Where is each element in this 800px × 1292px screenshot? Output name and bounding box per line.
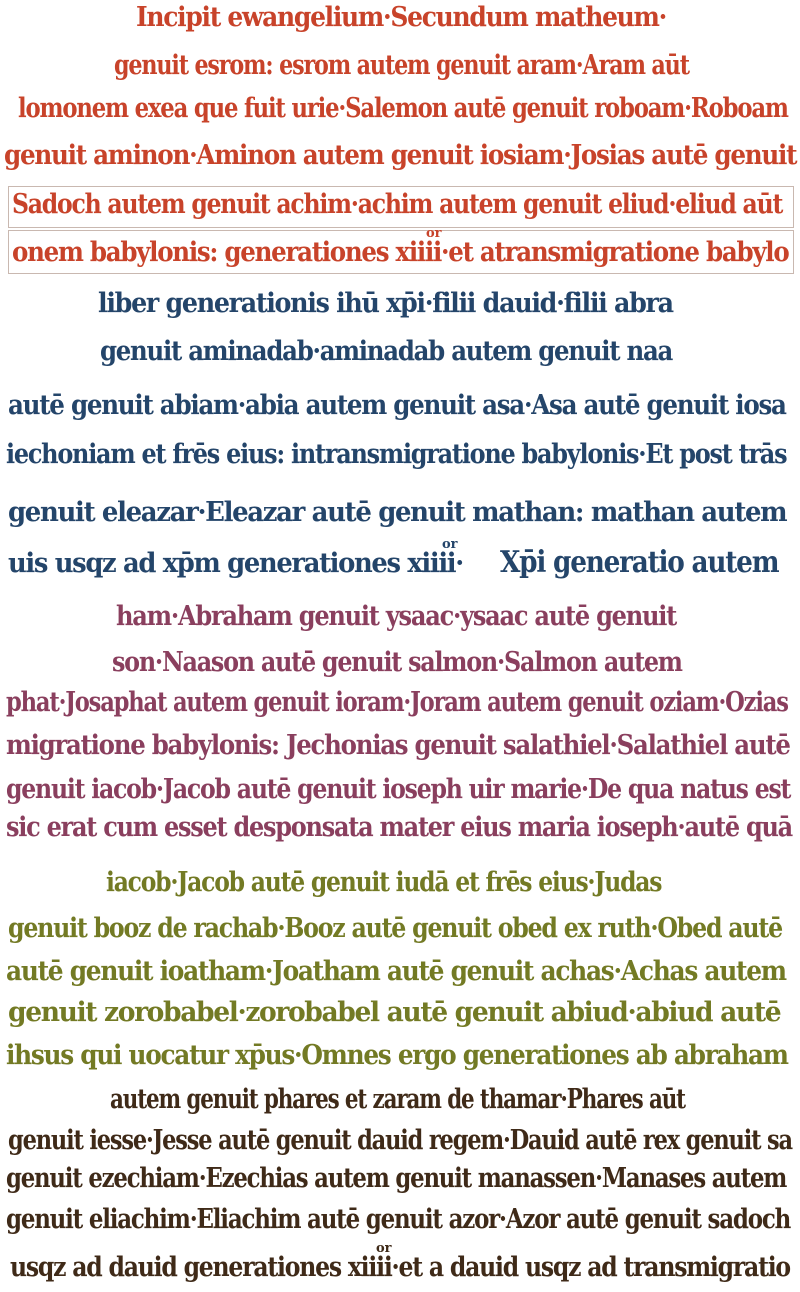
red-line-2: genuit esrom: esrom autem genuit aram·Aram aūt xyxy=(114,50,689,81)
red-line-4: genuit aminon·Aminon autem genuit iosiam·Josias autē genuit xyxy=(4,140,797,171)
blue-line-5: genuit eleazar·Eleazar autē genuit mathan: mathan autem xyxy=(8,497,787,528)
blue-line-2: genuit aminadab·aminadab autem genuit naa xyxy=(100,336,673,367)
purple-line-1: ham·Abraham genuit ysaac·ysaac autē genuit xyxy=(116,601,677,632)
olive-line-3: autē genuit ioatham·Joatham autē genuit achas·Achas autem xyxy=(6,956,786,987)
blue-line-3: autē genuit abiam·abia autem genuit asa·Asa autē genuit iosa xyxy=(8,390,786,421)
brown-line-3: genuit ezechiam·Ezechias autem genuit manassen·Manases autem xyxy=(6,1163,787,1194)
olive-line-4: genuit zorobabel·zorobabel autē genuit abiud·abiud autē xyxy=(8,997,781,1028)
red-line-5: Sadoch autem genuit achim·achim autem genuit eliud·eliud aūt xyxy=(12,189,783,220)
purple-line-3: phat·Josaphat autem genuit ioram·Joram autem genuit oziam·Ozias xyxy=(6,687,788,718)
red-line-1: Incipit ewangelium·Secundum matheum· xyxy=(136,2,667,33)
olive-line-2: genuit booz de rachab·Booz autē genuit obed ex ruth·Obed autē xyxy=(8,913,782,944)
olive-line-5: ihsus qui uocatur xp̄us·Omnes ergo generationes ab abraham xyxy=(6,1040,788,1071)
blue-line-1: liber generationis ihū xp̄i·filii dauid·filii abra xyxy=(98,288,673,319)
red-superscript: or xyxy=(426,226,442,241)
red-line-3: lomonem exea que fuit urie·Salemon autē genuit roboam·Roboam xyxy=(18,93,788,124)
brown-line-5: usqz ad dauid generationes xiiii·et a dauid usqz ad transmigratio xyxy=(10,1252,790,1283)
purple-line-2: son·Naason autē genuit salmon·Salmon autem xyxy=(112,647,682,678)
purple-line-5: genuit iacob·Jacob autē genuit ioseph uir marie·De qua natus est xyxy=(6,774,791,805)
blue-line-6b: Xp̄i generatio autem xyxy=(500,545,779,580)
brown-superscript: or xyxy=(376,1241,392,1256)
red-line-6: onem babylonis: generationes xiiii·et atransmigratione babylo xyxy=(12,237,789,268)
blue-line-6a: uis usqz ad xp̄m generationes xiiii· xyxy=(8,548,463,579)
brown-line-4: genuit eliachim·Eliachim autē genuit azor·Azor autē genuit sadoch xyxy=(6,1204,791,1235)
purple-line-6: sic erat cum esset desponsata mater eius maria ioseph·autē quā xyxy=(6,812,792,843)
blue-superscript: or xyxy=(442,537,458,552)
brown-line-1: autem genuit phares et zaram de thamar·Phares aūt xyxy=(110,1084,685,1115)
olive-line-1: iacob·Jacob autē genuit iudā et frēs eius·Judas xyxy=(106,867,662,898)
blue-line-4: iechoniam et frēs eius: intransmigratione babylonis·Et post trās xyxy=(6,439,787,470)
purple-line-4: migratione babylonis: Jechonias genuit salathiel·Salathiel autē xyxy=(6,730,790,761)
brown-line-2: genuit iesse·Jesse autē genuit dauid regem·Dauid autē rex genuit sa xyxy=(8,1125,792,1156)
